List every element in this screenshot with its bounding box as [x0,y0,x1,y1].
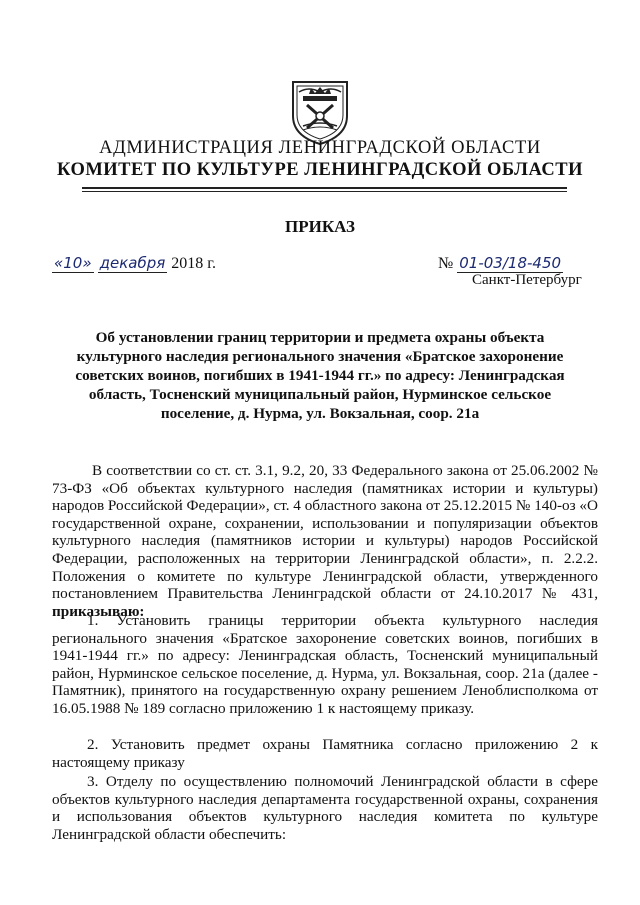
order-word: приказываю: [52,602,145,620]
preamble-text: В соответствии со ст. ст. 3.1, 9.2, 20, 33 Федерального закона от 25.06.2002 № 73-ФЗ «Об объектах культурного наследия (памятниках истории и культуры) народов Российской Федерации», ст. 4 областного закона от 25.12.2015 № 140-оз «О государственной охране, сохранении, использовании и популяризации объектов культурного наследия (памятников истории и культуры) народов Российской Федерации, расположенных на территории Ленинградской области», п. 2.2.2. Положения о комитете по культуре Ленинградской области, утвержденного постановлением Правительства Ленинградской области от 24.10.2017 № 431, [52,462,598,603]
item-2: 2. Установить предмет охраны Памятника согласно приложению 2 к настоящему приказу [52,736,598,771]
committee-name: КОМИТЕТ ПО КУЛЬТУРЕ ЛЕНИНГРАДСКОЙ ОБЛАСТИ [56,160,583,180]
item-3: 3. Отделу по осуществлению полномочий Ленинградской области в сфере объектов культурного наследия департамента государственной охраны, сохранения и использования объектов культурного наследия комитета по культуре Ленинградской области обеспечить: [52,773,598,843]
header-divider [82,187,567,189]
number-prefix: № [438,255,454,272]
date-day: «10» [54,254,92,272]
date-year: 2018 г. [171,255,217,272]
header-divider-thin [82,191,567,192]
document-title: Об установлении границ территории и предмета охраны объекта культурного наследия регионального значения «Братское захоронение советских воинов, погибших в 1941-1944 гг.» по адресу: Ленинградская область, Тосненский муниципальный район, Нурминское сельское поселение, д. Нурма, ул. Вокзальная, соор. 21а [75,329,565,422]
document-type: ПРИКАЗ [285,217,355,236]
document-date [52,254,216,273]
item-1: 1. Установить границы территории объекта культурного наследия регионального значения «Братское захоронение советских воинов, погибших в 1941-1944 гг.» по адресу: Ленинградская область, Тосненский муниципальный район, Нурминское сельское поселение, д. Нурма, ул. Вокзальная, соор. 21а (далее - Памятник), принятого на государственную охрану решением Леноблисполкома от 16.05.1988 № 189 согласно приложению 1 к настоящему приказу. [52,612,598,717]
document-number [438,254,563,273]
preamble-paragraph [52,462,598,620]
organization-name: АДМИНИСТРАЦИЯ ЛЕНИНГРАДСКОЙ ОБЛАСТИ [99,138,541,158]
coat-of-arms-icon [289,78,351,146]
date-month: декабря [99,254,166,272]
number-value: 01-03/18-450 [459,254,562,272]
city: Санкт-Петербург [472,272,582,288]
